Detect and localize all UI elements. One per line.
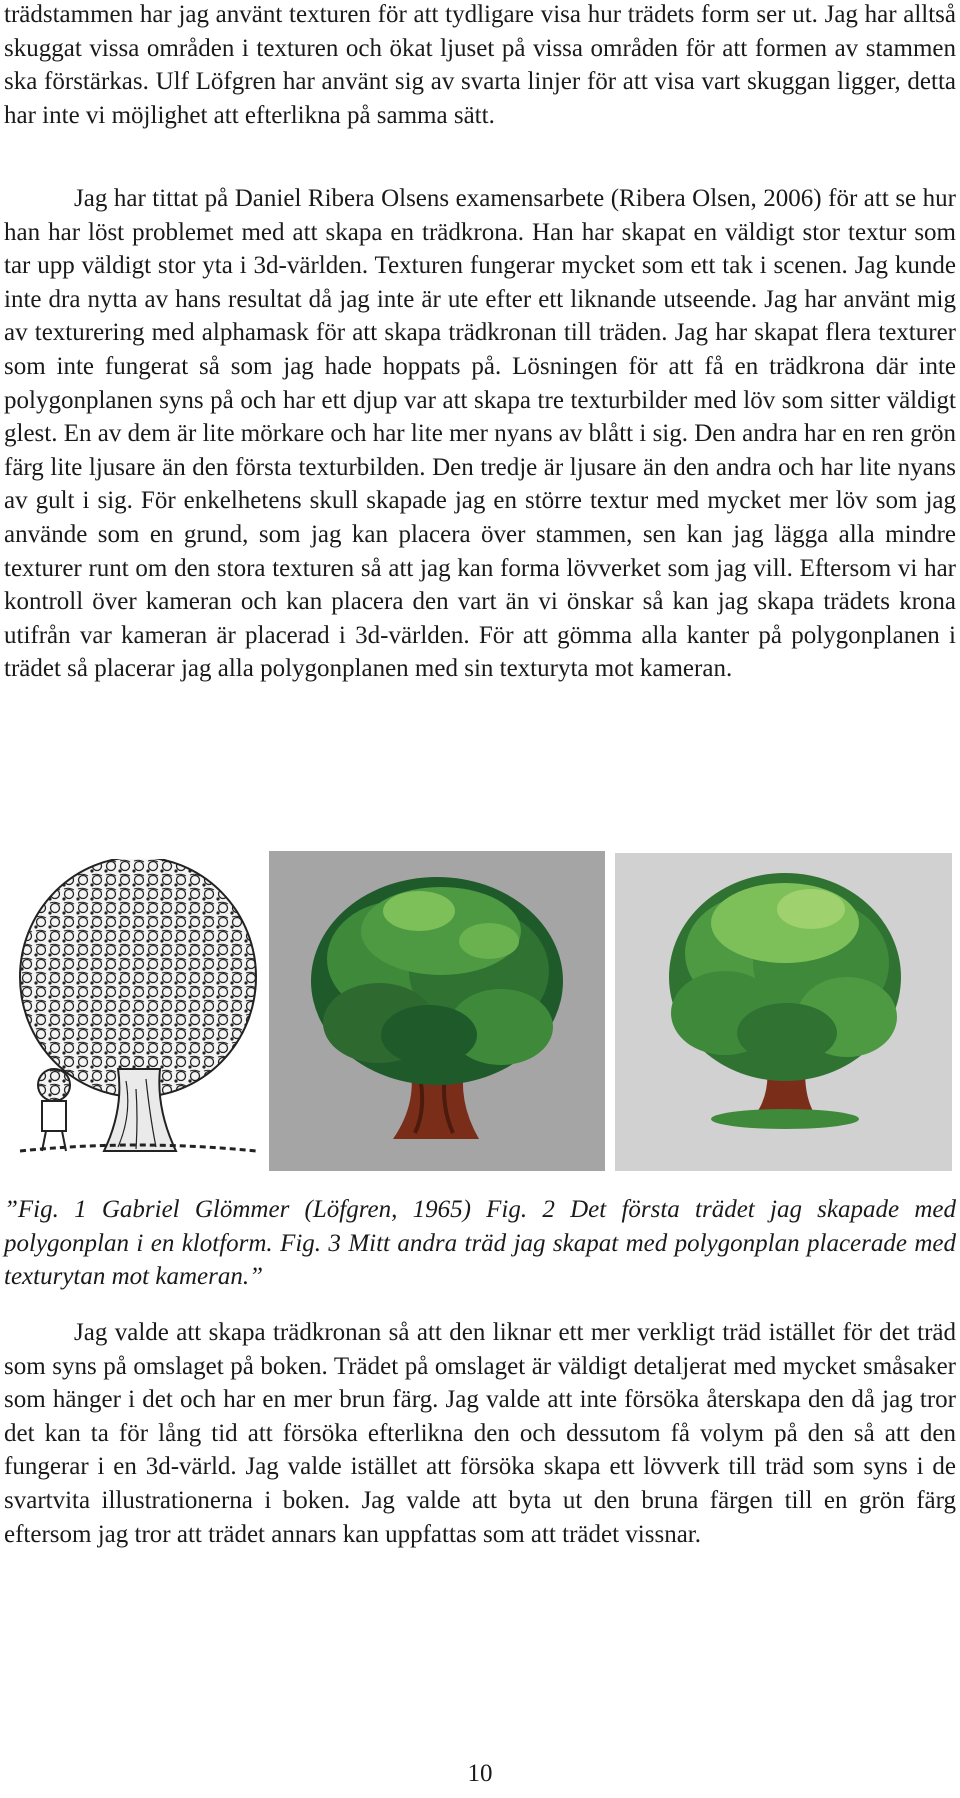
sphere-tree-render — [269, 851, 605, 1171]
paragraph-1: trädstammen har jag använt texturen för att tydligare visa hur trädets form ser ut. Jag har alltså skuggat vissa områden i texturen och ökat ljuset på vissa områden för att formen av stammen ska förstärkas. Ulf Löfgren har använt sig av svarta linjer för att visa vart skuggan ligger, detta har inte vi möjlighet att efterlikna på samma sätt. — [4, 1, 956, 129]
figure-2-render — [269, 851, 605, 1171]
figure-3-render — [615, 853, 952, 1171]
figure-1-illustration — [6, 859, 266, 1171]
bw-tree-drawing — [6, 859, 266, 1171]
page-number: 10 — [467, 1760, 493, 1787]
camera-facing-tree-render — [615, 853, 952, 1171]
figure-caption: ”Fig. 1 Gabriel Glömmer (Löfgren, 1965) Fig. 2 Det första trädet jag skapade med polygonplan i en klotform. Fig. 3 Mitt andra träd jag skapat med polygonplan placerade med texturytan mot kameran.” — [4, 1196, 956, 1291]
paragraph-2: Jag har tittat på Daniel Ribera Olsens examensarbete (Ribera Olsen, 2006) för att se hur han har löst problemet med att skapa en trädkrona. Han har skapat en väldigt stor textur som tar upp väldigt stor yta i 3d-världen. Texturen fungerar mycket som ett tak i scenen. Jag kunde inte dra nytta av hans resultat då jag inte är ute efter ett liknande utseende. Jag har använt mig av texturering med alphamask för att skapa trädkronan till träden. Jag har skapat flera texturer som inte fungerat så som jag hade hoppats på. Lösningen för att få en trädkrona där inte polygonplanen syns på och har ett djup var att skapa tre texturbilder med löv som sitter väldigt glest. En av dem är lite mörkare och har lite mer nyans av blått i sig. Den andra har en ren grön färg lite ljusare än den första texturbilden. Den tredje är ljusare än den andra och har lite nyans av gult i sig. För enkelhetens skull skapade jag en större textur med mycket mer löv som jag använde som en grund, som jag kan placera över stammen, sen kan jag lägga alla mindre texturer runt om den stora texturen så att jag kan forma lövverket som jag vill. Eftersom vi har kontroll över kameran och kan placera den vart än vi önskar så kan jag skapa trädets krona utifrån var kameran är placerad i 3d-världen. För att gömma alla kanter på polygonplanen i trädet så placerar jag alla polygonplanen med sin texturyta mot kameran. — [4, 185, 956, 683]
figure-row — [4, 851, 956, 1171]
paragraph-3: Jag valde att skapa trädkronan så att den liknar ett mer verkligt träd istället för det träd som syns på omslaget på boken. Trädet på omslaget är väldigt detaljerat med mycket småsaker som hänger i det och har en mer brun färg. Jag valde att inte försöka återskapa den då jag tror det kan ta för lång tid att försöka efterlikna den och dessutom få volym på den så att den fungerar i en 3d-värld. Jag valde istället att försöka skapa ett lövverk till träd som syns i de svartvita illustrationerna i boken. Jag valde att byta ut den bruna färgen till en grön färg eftersom jag tror att trädet annars kan uppfattas som att trädet vissnar. — [4, 1319, 956, 1548]
